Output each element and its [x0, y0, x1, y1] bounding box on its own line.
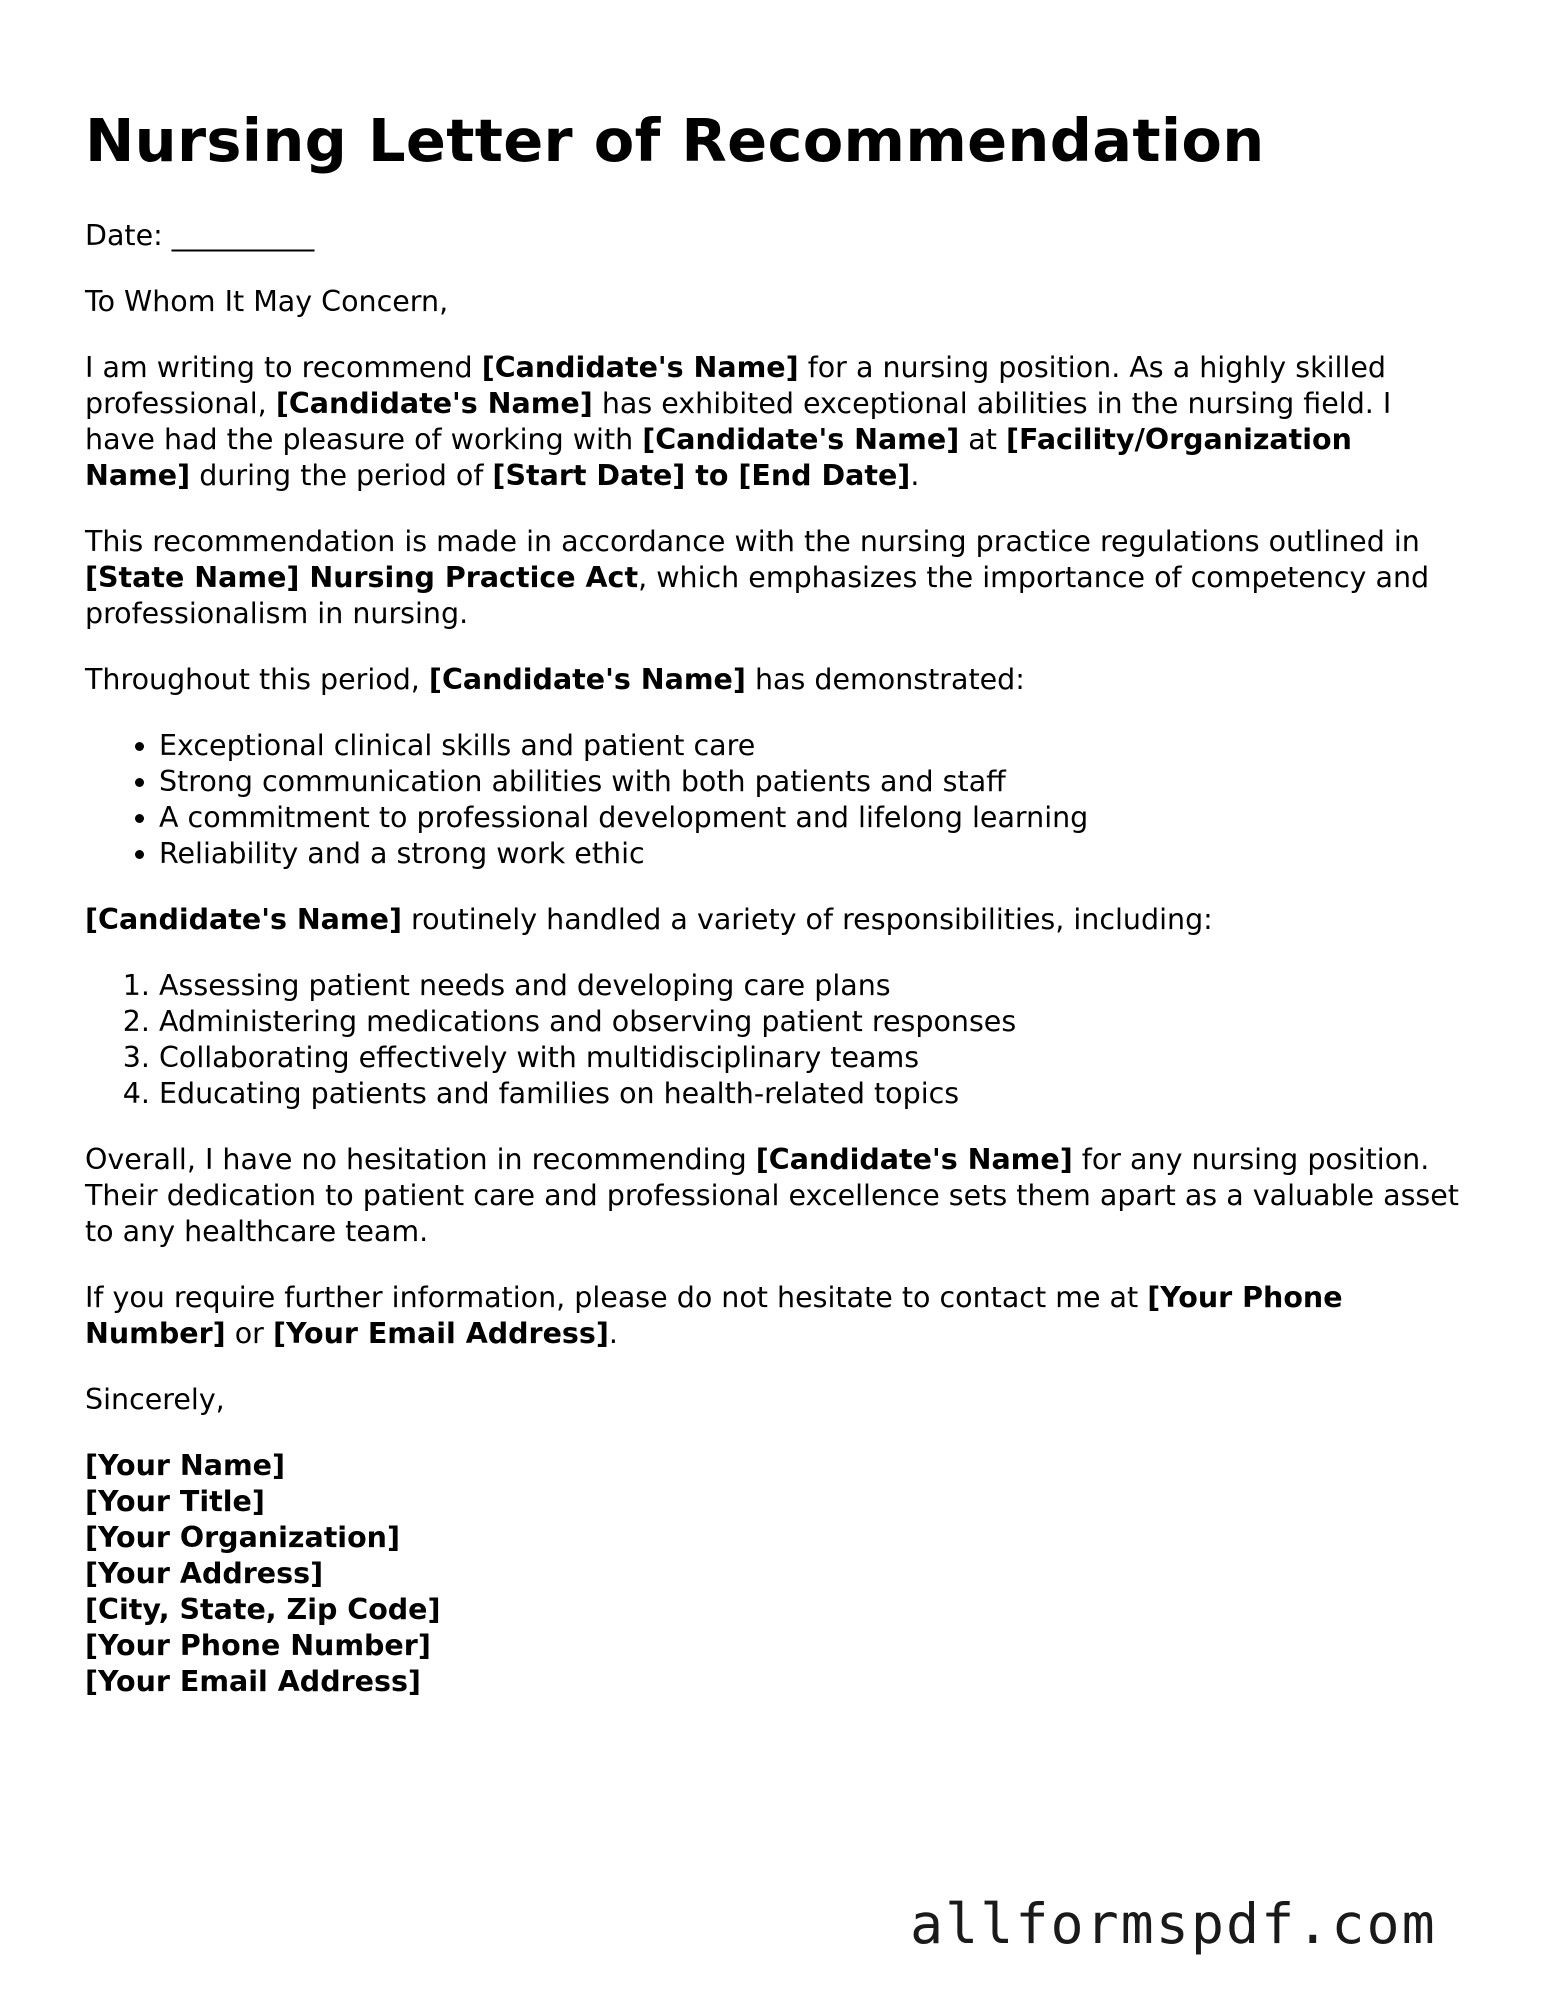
overall-paragraph	[85, 1142, 1465, 1250]
watermark: allformspdf.com	[910, 1892, 1437, 1956]
list-item: • Strong communication abilities with both patients and staff	[159, 764, 1465, 800]
placeholder-candidate-name: [Candidate's Name]	[428, 662, 746, 696]
placeholder-candidate-name: [Candidate's Name]	[481, 350, 799, 384]
text: Throughout this period,	[85, 662, 429, 696]
signature-line: [Your Organization]	[85, 1520, 400, 1554]
placeholder-facility: [Facility/Organization Name]	[85, 422, 1352, 492]
responsibilities-list	[85, 968, 1465, 1112]
demonstrated-paragraph	[85, 662, 1465, 698]
text: This recommendation is made in accordance with the nursing practice regulations outlined in	[85, 524, 1420, 558]
text: .	[608, 1316, 618, 1350]
placeholder-phone: [Your Phone Number]	[85, 1280, 1343, 1350]
text: Overall, I have no hesitation in recommending	[85, 1142, 756, 1176]
text: has demonstrated:	[745, 662, 1025, 696]
qualities-list	[85, 728, 1465, 872]
list-item: 1. Assessing patient needs and developing care plans	[159, 968, 1465, 1004]
placeholder-email: [Your Email Address]	[272, 1316, 609, 1350]
text: or	[225, 1316, 273, 1350]
placeholder-candidate-name: [Candidate's Name]	[85, 902, 402, 936]
list-item: • A commitment to professional development and lifelong learning	[159, 800, 1465, 836]
placeholder-candidate-name: [Candidate's Name]	[755, 1142, 1073, 1176]
signature-line: [City, State, Zip Code]	[85, 1592, 441, 1626]
text: for a nursing position. As a highly skilled professional,	[85, 350, 1386, 420]
salutation: To Whom It May Concern,	[85, 284, 449, 318]
list-item: 4. Educating patients and families on health-related topics	[159, 1076, 1465, 1112]
signature-line: [Your Title]	[85, 1484, 265, 1518]
text: .	[910, 458, 920, 492]
signature-line: [Your Name]	[85, 1448, 286, 1482]
list-item: 3. Collaborating effectively with multidisciplinary teams	[159, 1040, 1465, 1076]
text: , which emphasizes the importance of competency and professionalism in nursing.	[85, 560, 1430, 630]
responsibilities-paragraph	[85, 902, 1465, 938]
regulation-paragraph	[85, 524, 1465, 632]
contact-paragraph	[85, 1280, 1465, 1352]
signature-block	[85, 1448, 1465, 1700]
text: has exhibited exceptional abilities in the nursing field. I have had the pleasure of working with	[85, 386, 1392, 456]
page-title: Nursing Letter of Recommendation	[85, 106, 1265, 175]
placeholder-candidate-name: [Candidate's Name]	[642, 422, 960, 456]
list-item: • Exceptional clinical skills and patient care	[159, 728, 1465, 764]
placeholder-candidate-name: [Candidate's Name]	[275, 386, 593, 420]
signature-line: [Your Phone Number]	[85, 1628, 431, 1662]
text: for any nursing position. Their dedication to patient care and professional excellence sets them apart as a valuable asset to any healthcare team.	[85, 1142, 1459, 1248]
list-item: 2. Administering medications and observing patient responses	[159, 1004, 1465, 1040]
list-item: • Reliability and a strong work ethic	[159, 836, 1465, 872]
closing: Sincerely,	[85, 1382, 225, 1416]
signature-line: [Your Email Address]	[85, 1664, 421, 1698]
date-line: Date: __________	[85, 218, 315, 252]
text: routinely handled a variety of responsibilities, including:	[401, 902, 1213, 936]
signature-line: [Your Address]	[85, 1556, 324, 1590]
text: If you require further information, please do not hesitate to contact me at	[85, 1280, 1148, 1314]
letter-page	[85, 104, 1465, 1700]
placeholder-practice-act: [State Name] Nursing Practice Act	[85, 560, 639, 594]
text: at	[959, 422, 1006, 456]
intro-paragraph	[85, 350, 1465, 494]
text: during the period of	[190, 458, 493, 492]
placeholder-dates: [Start Date] to [End Date]	[492, 458, 911, 492]
text: I am writing to recommend	[85, 350, 482, 384]
